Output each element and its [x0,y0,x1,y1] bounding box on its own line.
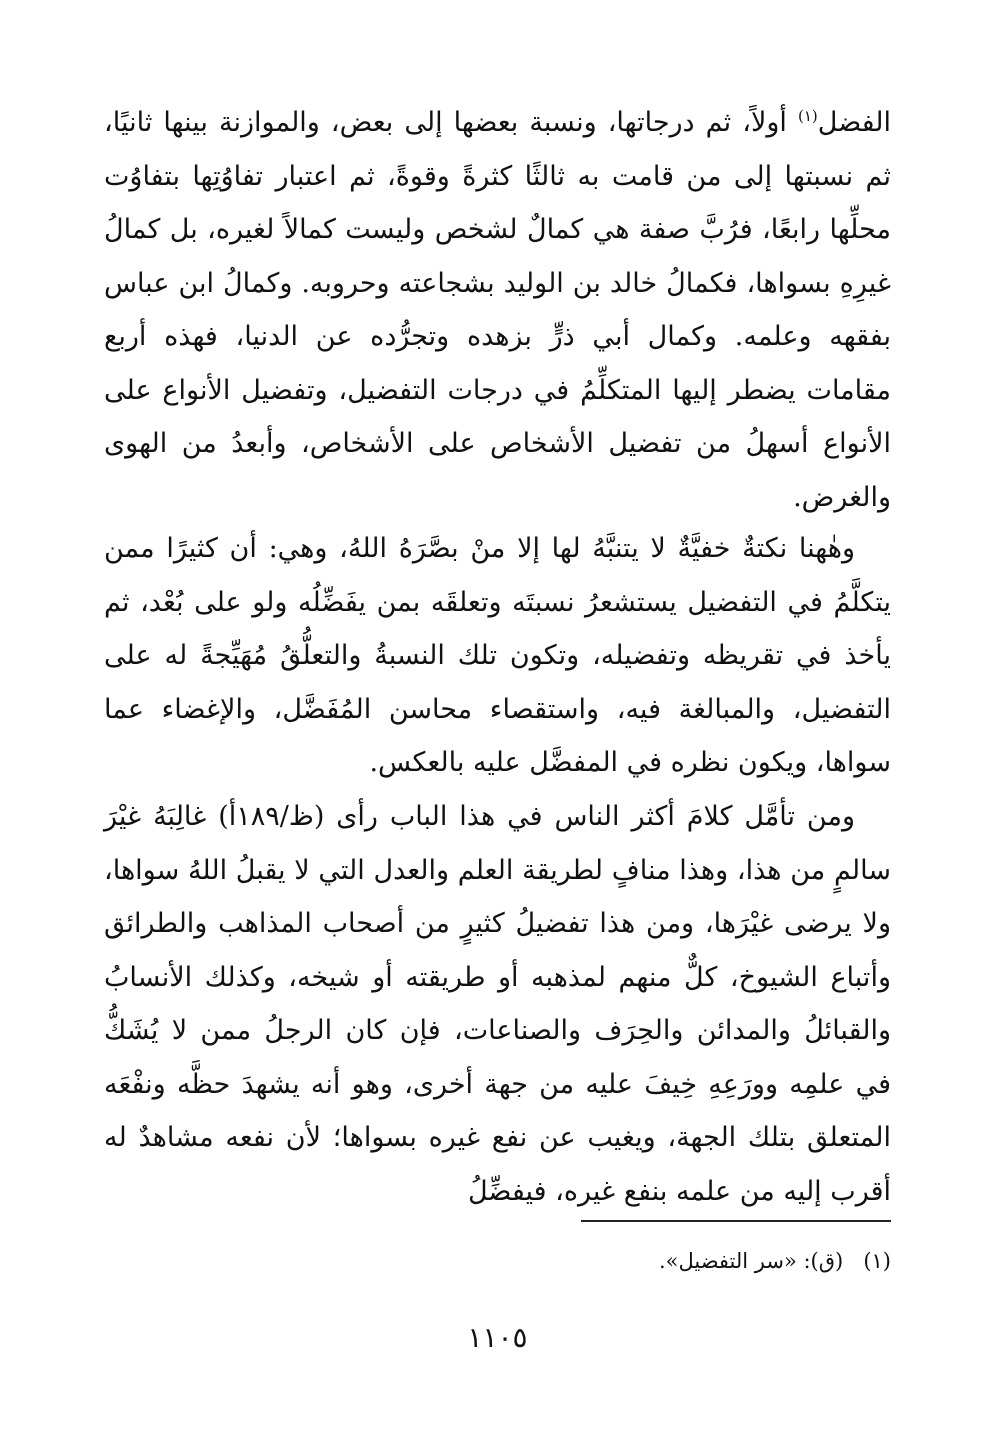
paragraph-2-text: وهٰهنا نكتةٌ خفيَّةٌ لا يتنبَّهُ لها إلا منْ بصَّرَهُ اللهُ، وهي: أن كثيرًا ممن يتكلَّمُ في التفضيل يستشعرُ نسبتَه وتعلقَه بمن يفَضِّلُه ولو على بُعْد، ثم يأخذ في تقريظه وتفضيله، وتكون تلك النسبةُ والتعلُّقُ مُهَيِّجةً له على التفضيل، والمبالغة فيه، واستقصاء محاسن المُفَضَّل، والإغضاء عما سواها، ويكون نظره في المفضَّل عليه بالعكس. [104,533,891,778]
paragraph-2 [104,522,891,790]
footnote-text: (ق): «سر التفضيل». [658,1249,844,1273]
footnote-reference[interactable]: (١) [797,107,818,125]
paragraph-1 [104,96,891,524]
footnote-divider [581,1220,891,1222]
paragraph-3-text: ومن تأمَّل كلامَ أكثر الناس في هذا الباب رأى (ظ/١٨٩أ) غالِبَهُ غيْرَ سالمٍ من هذا، وهذا منافٍ لطريقة العلم والعدل التي لا يقبلُ اللهُ سواها، ولا يرضى غيْرَها، ومن هذا تفضيلُ كثيرٍ من أصحاب المذاهب والطرائق وأتباع الشيوخ، كلٌّ منهم لمذهبه أو طريقته أو شيخه، وكذلك الأنسابُ والقبائلُ والمدائن والحِرَف والصناعات، فإن كان الرجلُ ممن لا يُشَكُّ في علمِه وورَعِهِ خِيفَ عليه من جهة أخرى، وهو أنه يشهدَ حظَّه ونفْعَه المتعلق بتلك الجهة، ويغيب عن نفع غيره بسواها؛ لأن نفعه مشاهدٌ له أقرب إليه من علمه بنفع غيره، فيفضِّلُ [104,801,891,1207]
paragraph-1-lead: الفضل [817,107,891,138]
paragraph-3 [104,790,891,1218]
footnote-number: (١) [863,1249,891,1273]
page-number: ١١٠٥ [467,1321,528,1354]
footnote [291,1246,891,1276]
paragraph-1-text: أولاً، ثم درجاتها، ونسبة بعضها إلى بعض، والموازنة بينها ثانيًا، ثم نسبتها إلى من قامت به ثالثًا كثرةً وقوةً، ثم اعتبار تفاوُتِها بتفاوُت محلِّها رابعًا، فرُبَّ صفة هي كمالٌ لشخص وليست كمالاً لغيره، بل كمالُ غيرِهِ بسواها، فكمالُ خالد بن الوليد بشجاعته وحروبه. وكمالُ ابن عباس بفقهه وعلمه. وكمال أبي ذرٍّ بزهده وتجرُّده عن الدنيا، فهذه أربع مقامات يضطر إليها المتكلِّمُ في درجات التفضيل، وتفضيل الأنواع على الأنواع أسهلُ من تفضيل الأشخاص على الأشخاص، وأبعدُ من الهوى والغرض. [104,107,891,513]
